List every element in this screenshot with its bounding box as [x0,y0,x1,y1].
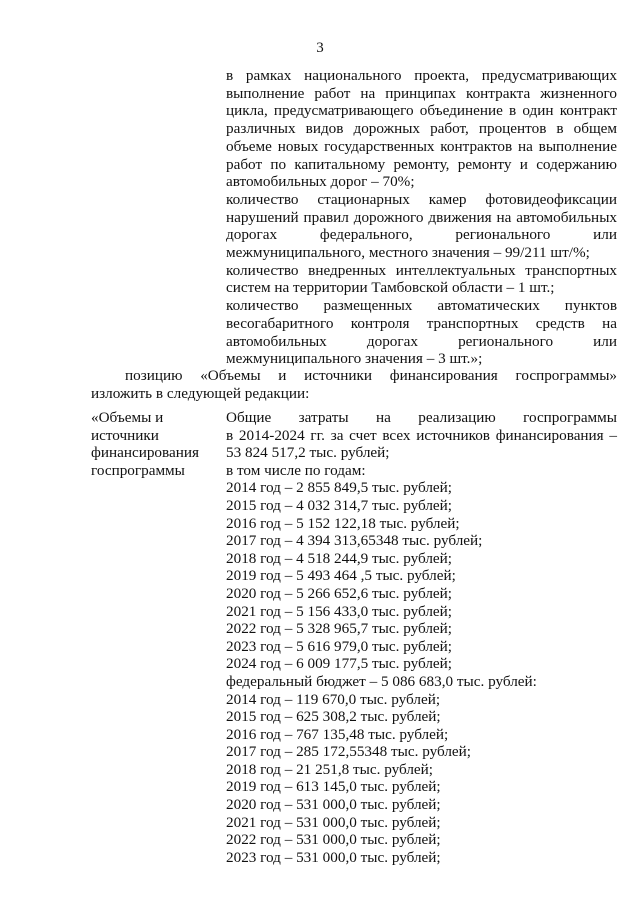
position-paragraph [91,367,617,402]
table-value-line: 2018 год – 4 518 244,9 тыс. рублей; [226,549,453,567]
table-value-line: 2022 год – 5 328 965,7 тыс. рублей; [226,620,453,638]
table-value-line: 2015 год – 625 308,2 тыс. рублей; [226,708,441,726]
table-label-line: финансирования [91,444,199,462]
table-value-line: 2019 год – 613 145,0 тыс. рублей; [226,778,441,796]
indicator-line: выполнение работ на принципах контракта жизненного [226,84,617,102]
indicators-block [226,67,617,368]
indicator-line: дорогах федерального, регионального или [226,226,617,244]
table-value-line: 2021 год – 531 000,0 тыс. рублей; [226,813,441,831]
table-value-line: 2017 год – 285 172,55348 тыс. рублей; [226,743,471,761]
indicator-line: систем на территории Тамбовской области – 1 шт.; [226,279,555,297]
table-value-line: 2019 год – 5 493 464 ,5 тыс. рублей; [226,567,456,585]
position-line-2: изложить в следующей редакции: [91,384,310,402]
table-value-line: 2014 год – 119 670,0 тыс. рублей; [226,690,441,708]
table-label-line: источники [91,426,159,444]
table-value-line: 2023 год – 531 000,0 тыс. рублей; [226,848,441,866]
table-value-line: 2014 год – 2 855 849,5 тыс. рублей; [226,479,453,497]
table-value-line: 2016 год – 767 135,48 тыс. рублей; [226,725,449,743]
indicator-line: объеме новых государственных контрактов на выполнение [226,137,617,155]
table-value-line: 2020 год – 531 000,0 тыс. рублей; [226,796,441,814]
table-value-line: 2021 год – 5 156 433,0 тыс. рублей; [226,602,453,620]
table-value-line: федеральный бюджет – 5 086 683,0 тыс. рублей: [226,672,537,690]
indicator-line: цикла, предусматривающего объединение в один контракт [226,102,617,120]
indicator-line: работ по капитальному ремонту, ремонту и содержанию [226,155,617,173]
table-value-line: 2018 год – 21 251,8 тыс. рублей; [226,760,434,778]
indicator-line: автомобильных дорог – 70%; [226,173,415,191]
table-value-line: в 2014-2024 гг. за счет всех источников финансирования – [226,426,617,444]
indicator-line: в рамках национального проекта, предусматривающих [226,67,617,84]
table-value-line: 2022 год – 531 000,0 тыс. рублей; [226,831,441,849]
table-value-line: Общие затраты на реализацию госпрограммы [226,409,617,426]
indicator-line: количество размещенных автоматических пунктов [226,297,617,315]
table-label-cell [91,409,221,480]
table-value-line: 2023 год – 5 616 979,0 тыс. рублей; [226,637,453,655]
indicator-line: весогабаритного контроля транспортных средств на [226,314,617,332]
indicator-line: автомобильных дорогах регионального или [226,332,617,350]
position-line-1: позицию «Объемы и источники финансирования госпрограммы» [125,367,617,384]
table-label-line: «Объемы и [91,409,164,426]
page-number: 3 [316,40,324,56]
indicator-line: нарушений правил дорожного движения на автомобильных [226,208,617,226]
table-value-line: 2020 год – 5 266 652,6 тыс. рублей; [226,584,453,602]
table-value-cell [226,409,617,866]
table-value-line: 2015 год – 4 032 314,7 тыс. рублей; [226,496,453,514]
indicator-line: межмуниципального, местного значения – 99/211 шт/%; [226,244,590,262]
indicator-line: различных видов дорожных работ, процентов в общем [226,120,617,138]
table-value-line: 53 824 517,2 тыс. рублей; [226,444,390,462]
table-label-line: госпрограммы [91,462,185,480]
indicator-line: количество стационарных камер фотовидеофиксации [226,190,617,208]
indicator-line: межмуниципального значения – 3 шт.»; [226,350,483,368]
indicator-line: количество внедренных интеллектуальных транспортных [226,261,617,279]
table-value-line: в том числе по годам: [226,461,366,479]
table-value-line: 2024 год – 6 009 177,5 тыс. рублей; [226,655,453,673]
table-value-line: 2016 год – 5 152 122,18 тыс. рублей; [226,514,460,532]
table-value-line: 2017 год – 4 394 313,65348 тыс. рублей; [226,532,483,550]
